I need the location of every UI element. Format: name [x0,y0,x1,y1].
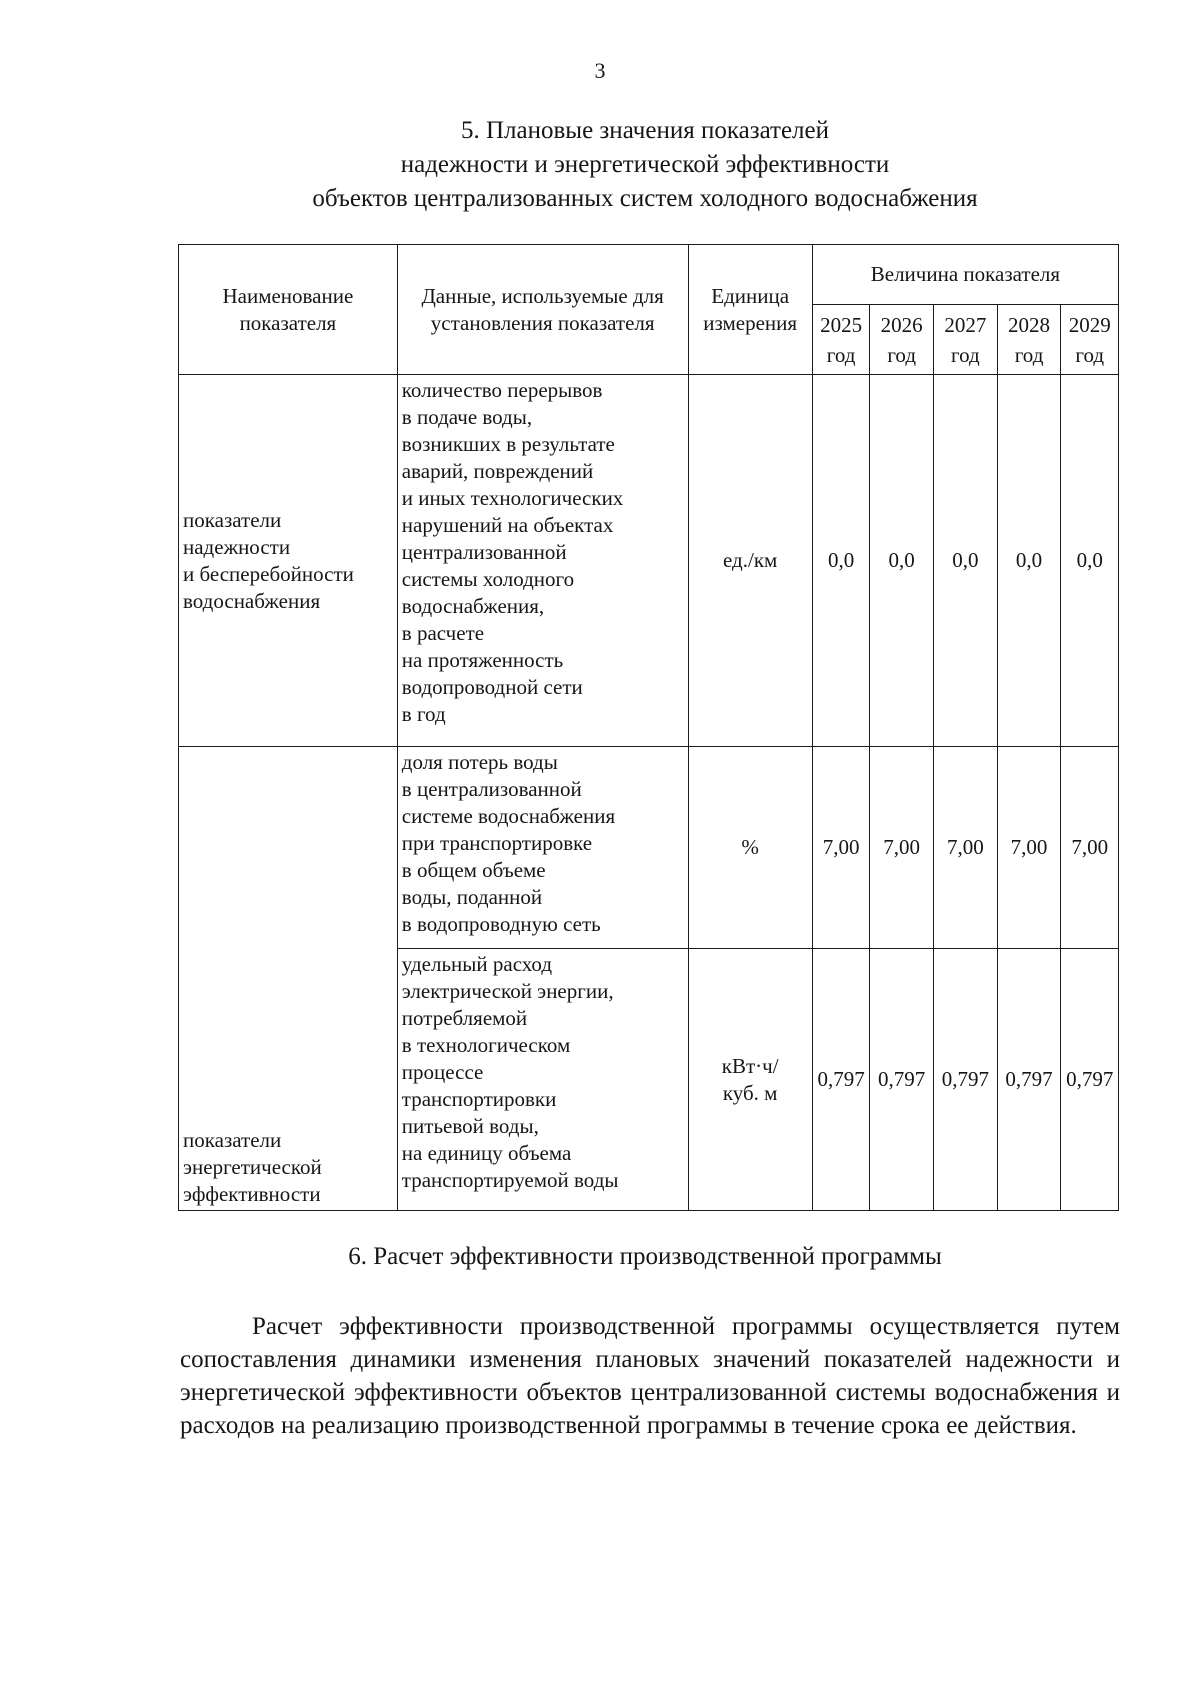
indicator-name-line: эффективности [183,1182,321,1206]
value-2029: 7,00 [1061,747,1119,949]
basis-line: электрической энергии, [401,979,614,1003]
header-year-2027 [934,305,998,375]
value-2029: 0,797 [1061,949,1119,1211]
year-number: 2028 [1008,312,1051,337]
value-2027: 0,0 [934,375,998,747]
indicator-name-line: показатели [183,1128,282,1152]
basis-line: потребляемой [401,1006,528,1030]
value-2027: 7,00 [934,747,998,949]
basis-line: при транспортировке [401,831,593,855]
basis-line: аварий, повреждений [401,459,594,483]
year-suffix: год [1014,342,1044,367]
section-5-title-line: 5. Плановые значения показателей [460,117,830,144]
basis-line: в расчете [401,621,485,645]
value-2026: 7,00 [870,747,934,949]
basis-data-cell [397,375,688,747]
basis-line: процессе [401,1060,484,1084]
year-suffix: год [887,342,916,367]
basis-line: нарушений на объектах [401,513,614,537]
value-2025: 0,797 [812,949,870,1211]
indicator-name-energy-efficiency [179,747,398,1211]
year-number: 2026 [880,312,923,337]
section-6-paragraph: Расчет эффективности производственной программы осуществляется путем сопоставления динамики изменения плановых значений показателей надежности и энергетической эффективности объектов централизованной системы водоснабжения и расходов на реализацию производственной программы в течение срока ее действия. [180,1313,1120,1439]
basis-data-cell [397,949,688,1211]
basis-line: на протяженность [401,648,564,672]
unit-line: куб. м [722,1080,778,1105]
basis-line: системе водоснабжения [401,804,616,828]
section-5-title-line: надежности и энергетической эффективности [400,151,890,178]
header-value-group: Величина показателя [812,245,1118,305]
indicator-name-reliability [179,375,398,747]
header-indicator-name: Наименование показателя [179,245,398,375]
page-number: 3 [594,58,606,83]
year-number: 2027 [944,312,987,337]
unit-cell [688,949,812,1211]
basis-line: в подаче воды, [401,405,533,429]
basis-line: в водопроводную сеть [401,912,601,936]
value-2028: 0,797 [997,949,1061,1211]
value-2028: 0,0 [997,375,1061,747]
section-5-title [180,114,1110,216]
value-2026: 0,797 [870,949,934,1211]
indicator-name-line: и бесперебойности [183,561,354,586]
section-6-title: 6. Расчет эффективности производственной программы [348,1243,942,1270]
basis-line: на единицу объема [401,1141,572,1165]
basis-line: удельный расход [401,952,553,976]
basis-line: количество перерывов [401,378,603,402]
basis-line: централизованной [401,540,567,564]
basis-line: в технологическом [401,1033,571,1057]
basis-line: системы холодного [401,567,575,591]
basis-line: воды, поданной [401,885,543,909]
basis-line: питьевой воды, [401,1114,539,1138]
basis-line: и иных технологических [401,486,624,510]
basis-line: доля потерь воды [401,750,558,774]
value-2025: 0,0 [812,375,870,747]
basis-line: в общем объеме [401,858,546,882]
basis-line: возникших в результате [401,432,615,456]
basis-line: в год [401,702,446,726]
basis-line: транспортируемой воды [401,1168,619,1192]
header-year-2029 [1061,305,1119,375]
year-number: 2025 [820,312,863,337]
header-basis-data: Данные, используемые для установления показателя [397,245,688,375]
indicator-name-line: энергетической [183,1155,322,1179]
unit-cell [688,375,812,747]
section-5-title-line: объектов централизованных систем холодного водоснабжения [312,185,978,212]
value-2026: 0,0 [870,375,934,747]
header-unit: Единица измерения [688,245,812,375]
year-suffix: год [1075,342,1105,367]
value-2025: 7,00 [812,747,870,949]
value-2029: 0,0 [1061,375,1119,747]
basis-line: в централизованной [401,777,582,801]
basis-line: водоснабжения, [401,594,545,618]
year-number: 2029 [1068,312,1111,337]
indicators-table [178,244,1119,1211]
unit-line: кВт·ч/ [721,1053,779,1078]
indicator-name-line: показатели [183,507,282,532]
table-row [179,375,1119,747]
year-suffix: год [951,342,980,367]
year-suffix: год [826,342,856,367]
unit-line: ед./км [723,548,778,572]
unit-line: % [741,835,759,859]
value-2027: 0,797 [934,949,998,1211]
indicator-name-line: надежности [183,534,291,559]
header-year-2025 [812,305,870,375]
basis-line: транспортировки [401,1087,557,1111]
header-year-2026 [870,305,934,375]
table-row [179,747,1119,949]
indicator-name-line: водоснабжения [183,588,321,613]
value-2028: 7,00 [997,747,1061,949]
basis-line: водопроводной сети [401,675,583,699]
unit-cell [688,747,812,949]
header-year-2028 [997,305,1061,375]
basis-data-cell [397,747,688,949]
